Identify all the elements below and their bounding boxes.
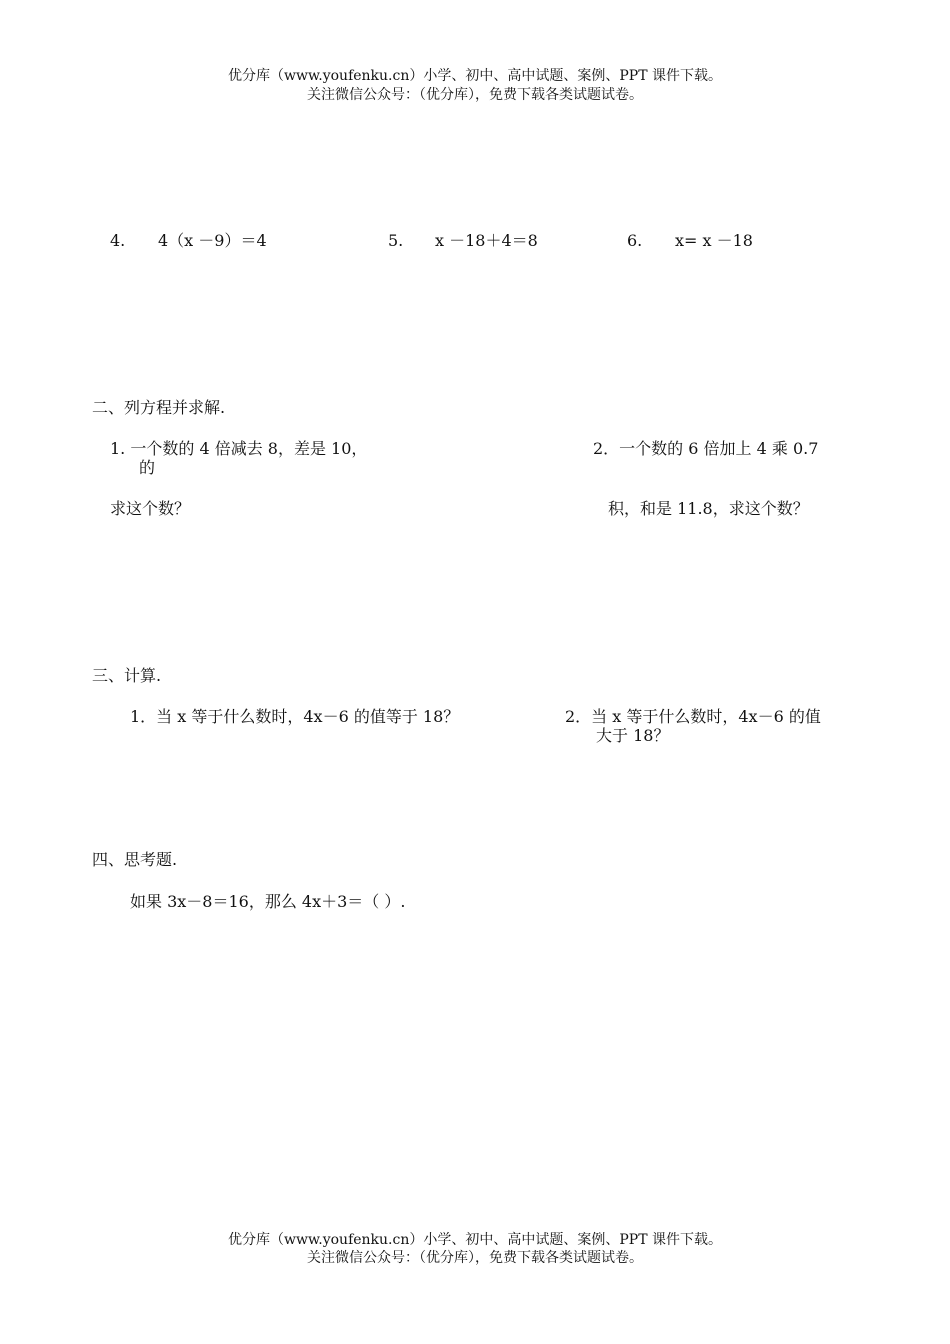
footer-line-1: 优分库（www.youfenku.cn）小学、初中、高中试题、案例、PPT 课件下载。 xyxy=(227,1232,722,1248)
equation-4: 4（x －9）＝4 xyxy=(158,231,267,250)
equation-5-number: 5. xyxy=(388,231,404,250)
section-3-q1: 1．当 x 等于什么数时，4x－6 的值等于 18？ xyxy=(130,707,460,726)
section-2-title: 二、列方程并求解. xyxy=(92,398,226,417)
equation-6: x= x －18 xyxy=(675,231,753,250)
section-2-q1-line3: 求这个数？ xyxy=(110,499,191,518)
footer-line-2: 关注微信公众号：（优分库），免费下载各类试题试卷。 xyxy=(307,1250,643,1266)
section-2-q1-line1: 1. 一个数的 4 倍减去 8，差是 10， xyxy=(110,439,368,458)
section-3-q2-line2: 大于 18？ xyxy=(596,726,670,745)
section-4-q1: 如果 3x－8＝16，那么 4x＋3＝（ ）. xyxy=(130,892,406,911)
header-line-1: 优分库（www.youfenku.cn）小学、初中、高中试题、案例、PPT 课件下载。 xyxy=(227,68,722,84)
section-2-q2-line2: 积，和是 11.8，求这个数？ xyxy=(608,499,809,518)
header-line-2: 关注微信公众号：（优分库），免费下载各类试题试卷。 xyxy=(307,87,643,103)
equation-6-number: 6. xyxy=(627,231,643,250)
section-2-q2-line1: 2．一个数的 6 倍加上 4 乘 0.7 xyxy=(593,439,819,458)
section-3-title: 三、计算. xyxy=(92,666,162,685)
equation-5: x －18＋4＝8 xyxy=(435,231,538,250)
section-2-q1-line2: 的 xyxy=(139,458,156,477)
section-3-q2-line1: 2．当 x 等于什么数时，4x－6 的值 xyxy=(565,707,821,726)
section-4-title: 四、思考题. xyxy=(92,850,178,869)
equation-4-number: 4. xyxy=(110,231,126,250)
